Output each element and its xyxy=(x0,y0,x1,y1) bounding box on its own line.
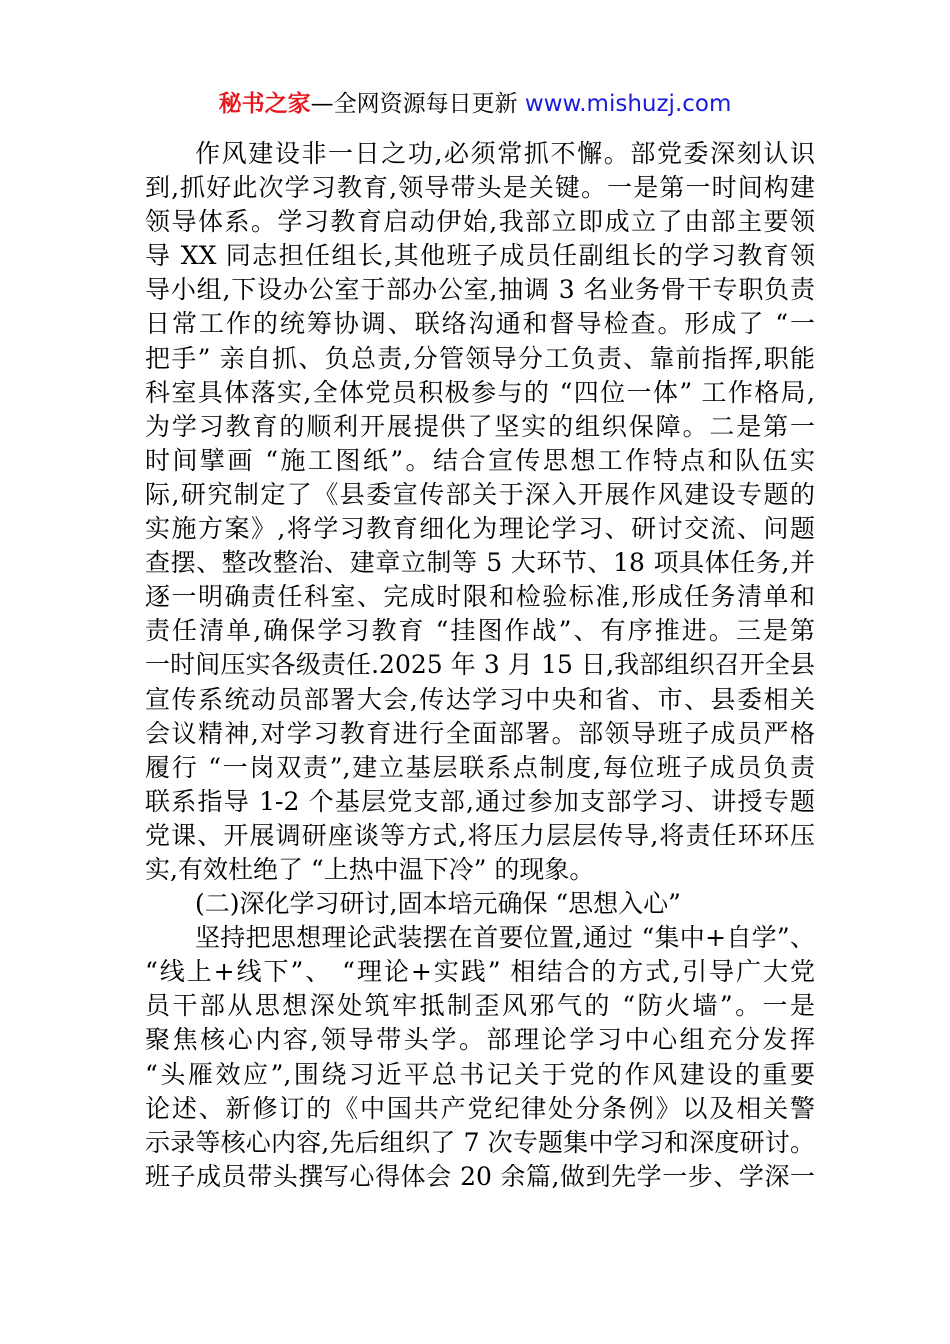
paragraph-line: 查摆、整改整治、建章立制等 5 大环节、18 项具体任务,并 xyxy=(145,548,815,578)
paragraph-line: 逐一明确责任科室、完成时限和检验标准,形成任务清单和 xyxy=(145,582,815,612)
paragraph-line: 导小组,下设办公室于部办公室,抽调 3 名业务骨干专职负责 xyxy=(145,275,815,305)
paragraph-line: 责任清单,确保学习教育 “挂图作战”、有序推进。三是第 xyxy=(145,616,815,646)
paragraph-line: 会议精神,对学习教育进行全面部署。部领导班子成员严格 xyxy=(145,718,815,748)
paragraph-line: 导 XX 同志担任组长,其他班子成员任副组长的学习教育领 xyxy=(145,241,815,271)
paragraph-line: 联系指导 1-2 个基层党支部,通过参加支部学习、讲授专题 xyxy=(145,786,815,816)
site-url-link[interactable]: www.mishuzj.com xyxy=(524,91,732,117)
paragraph-line: 实,有效杜绝了 “上热中温下冷” 的现象。 xyxy=(145,854,595,884)
document-body xyxy=(145,137,815,1194)
paragraph-line: 示录等核心内容,先后组织了 7 次专题集中学习和深度研讨。 xyxy=(145,1127,815,1157)
paragraph-line: “头雁效应”,围绕习近平总书记关于党的作风建设的重要 xyxy=(145,1059,815,1089)
paragraph-line: 履行 “一岗双责”,建立基层联系点制度,每位班子成员负责 xyxy=(145,752,815,782)
paragraph-line: 班子成员带头撰写心得体会 20 余篇,做到先学一步、学深一 xyxy=(145,1161,815,1191)
paragraph-line: 实施方案》,将学习教育细化为理论学习、研讨交流、问题 xyxy=(145,514,815,544)
paragraph-line: 际,研究制定了《县委宣传部关于深入开展作风建设专题的 xyxy=(145,479,815,509)
paragraph-line: 宣传系统动员部署大会,传达学习中央和省、市、县委相关 xyxy=(145,684,815,714)
paragraph-line: 一时间压实各级责任.2025 年 3 月 15 日,我部组织召开全县 xyxy=(145,650,815,680)
site-header xyxy=(0,88,950,120)
site-brand: 秘书之家 xyxy=(218,91,311,117)
paragraph-line: “线上+线下”、 “理论+实践” 相结合的方式,引导广大党 xyxy=(145,957,815,987)
paragraph-line: 日常工作的统筹协调、联络沟通和督导检查。形成了 “一 xyxy=(145,309,815,339)
site-tagline: —全网资源每日更新 xyxy=(310,91,525,117)
paragraph-line: 坚持把思想理论武装摆在首要位置,通过 “集中+自学”、 xyxy=(195,923,815,953)
paragraph-line: 到,抓好此次学习教育,领导带头是关键。一是第一时间构建 xyxy=(145,173,815,203)
paragraph-line: 员干部从思想深处筑牢抵制歪风邪气的 “防火墙”。一是 xyxy=(145,991,815,1021)
paragraph-line: 把手” 亲自抓、负总责,分管领导分工负责、靠前指挥,职能 xyxy=(145,343,815,373)
paragraph-line: 党课、开展调研座谈等方式,将压力层层传导,将责任环环压 xyxy=(145,820,815,850)
paragraph-line: 领导体系。学习教育启动伊始,我部立即成立了由部主要领 xyxy=(145,207,815,237)
paragraph-line: 聚焦核心内容,领导带头学。部理论学习中心组充分发挥 xyxy=(145,1025,815,1055)
paragraph-line: 时间擘画 “施工图纸”。结合宣传思想工作特点和队伍实 xyxy=(145,445,815,475)
paragraph-line: 为学习教育的顺利开展提供了坚实的组织保障。二是第一 xyxy=(145,411,815,441)
paragraph-line: 作风建设非一日之功,必须常抓不懈。部党委深刻认识 xyxy=(195,139,815,168)
section-heading: (二)深化学习研讨,固本培元确保 “思想入心” xyxy=(195,889,681,919)
paragraph-line: 科室具体落实,全体党员积极参与的 “四位一体” 工作格局, xyxy=(145,377,815,407)
paragraph-line: 论述、新修订的《中国共产党纪律处分条例》以及相关警 xyxy=(145,1093,815,1123)
